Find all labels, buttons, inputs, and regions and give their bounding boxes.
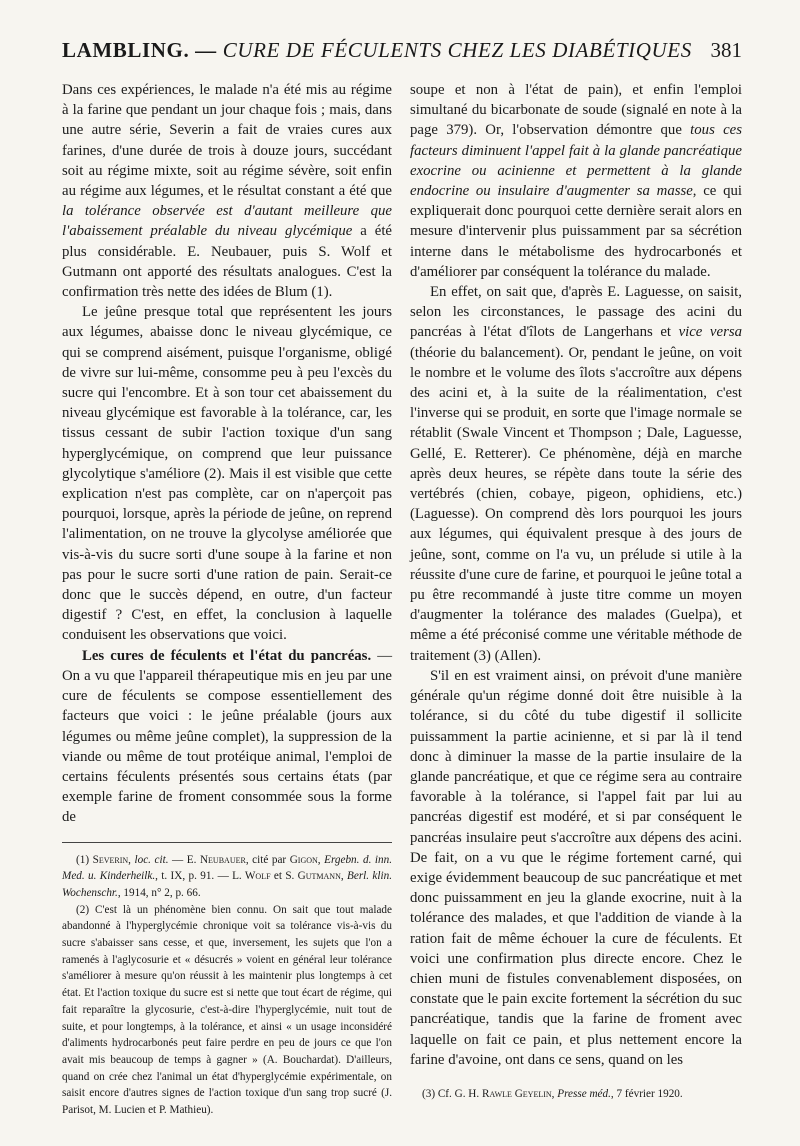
text-run: , [551, 1087, 558, 1100]
right-column [410, 80, 742, 1102]
italic-text: vice versa [678, 324, 742, 341]
journal-title: Berl. klin. Wochenschr. [62, 870, 392, 899]
section-title: Les cures de féculents et l'état du pancréas. [82, 647, 372, 664]
text-run: a été plus considérable. E. Neubauer, puis S. Wolf et Gutmann ont apporté des résultats analogues. C'est la confirmation très nette des idées de Blum (1). [62, 223, 392, 301]
left-column [62, 80, 392, 1119]
text-run: En effet, on sait que, d'après E. Laguesse, on saisit, selon les circonstances, le passage des acini du pancréas à l'état d'îlots de Langerhans et [410, 284, 742, 341]
section-paragraph [62, 646, 392, 828]
italic-text: la tolérance observée est d'autant meilleure que l'abaissement préalable du niveau glycémique [62, 203, 392, 240]
text-run: , cité par [245, 853, 290, 866]
text-run: soupe et non à l'état de pain), et enfin l'emploi simultané du bicarbonate de soude (signalé en note à la page 379). Or, l'observation démontre que [410, 82, 742, 139]
italic-text: loc. cit. [134, 853, 169, 866]
footnote-1 [62, 852, 392, 902]
author-name: Gigon [289, 853, 318, 866]
journal-title: Ergebn. d. inn. Med. u. Kinderheilk. [62, 853, 393, 883]
text-run: — On a vu que l'appareil thérapeutique mis en jeu par une cure de féculents se compose essentiellement des facteurs que voici : le jeûne préalable (jours aux légumes ou même jeûne complet), la suppression de la viande ou même de tout protéique animal, l'emploi de certains féculents présentés sous certains états (par exemple farine de froment consommée sous la forme de [62, 647, 392, 826]
running-header [62, 38, 742, 70]
page-number: 381 [710, 38, 742, 62]
author-name: E. Neubauer [186, 853, 246, 866]
journal-title: Presse méd. [557, 1087, 611, 1100]
text-run: , [317, 853, 325, 866]
text-run: , ce qui expliquerait donc pourquoi cette dernière serait alors en mesure d'intervenir plus puissamment par sa sécrétion interne dans le métabolisme des hydrocarbonés et d'améliorer par conséquent la tolérance du malade. [410, 183, 742, 280]
author-name: S. Gutmann [285, 870, 341, 883]
footnote-marker: (1) [76, 853, 93, 866]
text-run: , t. IX, p. 91. — [155, 870, 233, 883]
text-run: , [128, 853, 135, 866]
running-title: CURE DE FÉCULENTS CHEZ LES DIABÉTIQUES [222, 38, 692, 62]
paragraph [410, 80, 742, 282]
text-run: , 1914, n° 2, p. 66. [117, 886, 201, 899]
text-run: et [270, 870, 286, 883]
text-run: Dans ces expériences, le malade n'a été mis au régime à la farine que pendant un jour chaque fois ; mais, dans une autre série, Severin a fait de vraies cures aux farines, d'une durée de trois à douze jours, succédant soit au régime mixte, soit au régime sévère, soit enfin au régime aux légumes, et le résultat constant a été que [62, 82, 392, 200]
text-run: , 7 février 1920. [610, 1087, 683, 1100]
text-run: — [168, 853, 187, 866]
author-name: Rawle Geyelin [481, 1087, 552, 1100]
italic-text: tous ces facteurs diminuent l'appel fait à la glande pancréatique exocrine ou acinienne et permettent à la glande endocrine ou insulaire d'augmenter sa masse [410, 122, 742, 200]
text-run: (théorie du balancement). Or, pendant le jeûne, on voit le nombre et le volume des îlots s'accroître aux dépens des acini et, à la suite de la réalimentation, c'est l'inverse qui se produit, en sorte que l'image normale se rétablit (Swale Vincent et Thompson ; Dale, Laguesse, Gellé, E. Retterer). Ce phénomène, déjà en marche après deux heures, se répète dans toute la série des vertébrés (chien, cobaye, pigeon, ophidiens, etc.) (Laguesse). On comprend dès lors pourquoi les jours aux légumes, qui équivalent presque à des jours de jeûne, sont, comme on l'a vu, un prélude si utile à la réussite d'une cure de farine, et pourquoi le jeûne total a pu être recommandé à juste titre comme un moyen d'augmenter la tolérance des malades (Guelpa), et même a été préconisé comme une véritable méthode de traitement (3) (Allen). [410, 344, 742, 664]
text-run: , [340, 870, 348, 883]
footnote-separator [62, 842, 392, 843]
running-author: LAMBLING. — [62, 38, 217, 62]
paragraph [410, 282, 742, 666]
paragraph [62, 80, 392, 302]
paragraph: S'il en est vraiment ainsi, on prévoit d'une manière générale qu'un régime donné doit être nuisible à la tolérance, si du côté du tube digestif il sollicite puissamment la partie acinienne, et si par là il tend donc à diminuer la masse de la partie insulaire de la glande pancréatique, et que ce régime sera au contraire favorable à la tolérance, si l'appel fait par lui au pancréas digestif est modéré, et si par conséquent le pancréas insulaire peut s'accroître aux dépens des acini. De fait, on a vu que le régime fortement carné, qui exige évidemment beaucoup de suc pancréatique et met donc puissamment en jeu la glande exocrine, nuit à la tolérance des malades, et que l'addition de viande à la ration fait de même échouer la cure de féculents. Et voici une confirmation plus directe encore. Chez le chien muni de fistules convenablement disposées, on constate que le pain excite fortement la sécrétion du suc pancréatique, tandis que la farine de froment avec laquelle on fait ce pain, et plus nettement encore la farine d'avoine, ont dans ce sens, quand on les [410, 667, 742, 1068]
paragraph: Le jeûne presque total que représentent les jours aux légumes, abaisse donc le niveau glycémique, ce qui se comprend aisément, puisque l'organisme, obligé de vivre sur lui-même, consomme peu à peu l'excès du sucre qui l'encombre. Et à son tour cet abaissement du niveau glycémique est favorable à la tolérance, car, les tissus cessant de subir l'action toxique d'un sang hyperglycémique, on comprend que leur puissance glycolytique s'améliore (2). Mais il est visible que cette explication n'est pas complète, car on n'aperçoit pas pourquoi, lorsque, après la période de jeûne, on reprend l'alimentation, on ne trouve la glycolyse améliorée que vis-à-vis du sucre sorti d'une soupe à la farine et non pas pour le sucre sorti d'une ration de pain. Serait-ce donc que le succès dépend, en outre, d'un facteur digestif ? C'est, en effet, la conclusion à laquelle conduisent les observations que voici. [62, 304, 392, 644]
author-name: L. Wolf [232, 870, 271, 883]
footnote-3 [410, 1086, 742, 1102]
text-run: (3) Cf. G. H. [422, 1087, 482, 1100]
author-name: Severin [92, 853, 129, 866]
footnote-2: (2) C'est là un phénomène bien connu. On sait que tout malade abandonné à l'hyperglycémie chronique voit sa tolérance vis-à-vis du sucre s'abaisser sans cesse, et que, inversement, les sujets que l'on a ramenés à l'aglycosurie et « désucrés » voient en général leur tolérance s'améliorer à mesure qu'on réussit à les maintenir plus longtemps à cet état. Et l'action toxique du sucre est si nette que tout écart de régime, qui fait reparaître la glycosurie, c'est-à-dire l'hyperglycémie, nuit tout de suite, et pour longtemps, à la tolérance, et ainsi « un usage inconsidéré d'aliments hydrocarbonés peut faire perdre en peu de jours ce que l'on avait mis beaucoup de temps à gagner » (A. Bouchardat). D'ailleurs, quand on crée chez l'animal un état d'hyperglycémie expérimentale, on saisit encore d'autres signes de l'action toxique d'un sang trop sucré (J. Parisot, M. Lucien et P. Mathieu). [62, 903, 392, 1117]
